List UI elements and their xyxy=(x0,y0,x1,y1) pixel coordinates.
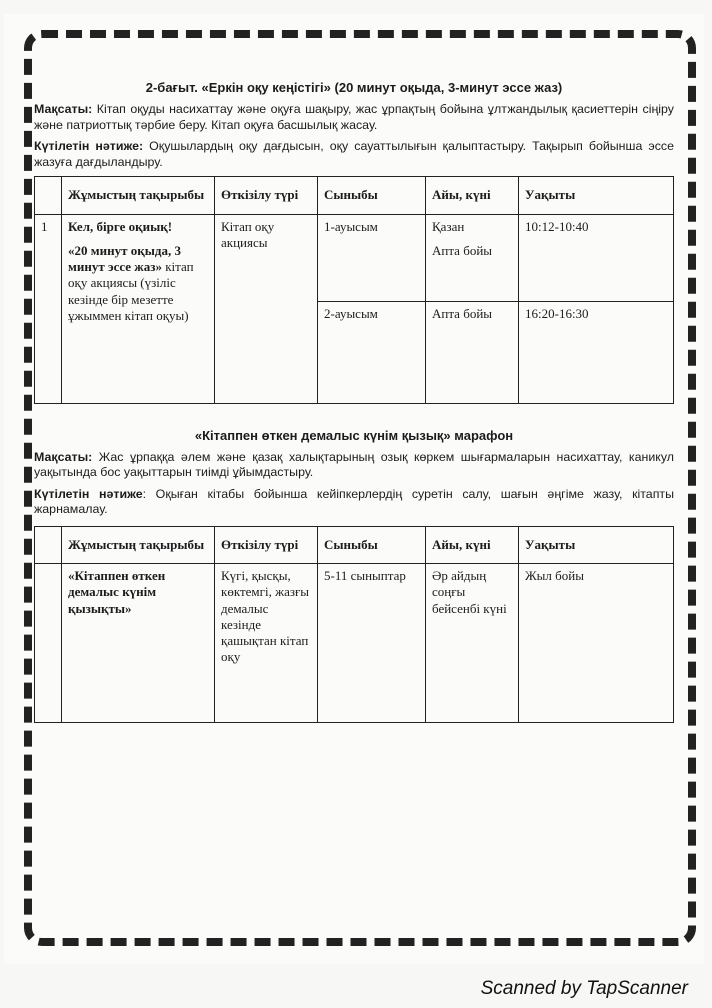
section2-goal xyxy=(34,450,674,481)
row-number: 1 xyxy=(35,214,62,403)
row-time1: 10:12-10:40 xyxy=(519,214,674,301)
row-type: Кітап оқу акциясы xyxy=(215,214,318,403)
row-time: Жыл бойы xyxy=(519,564,674,723)
section2-goal-text: Жас ұрпаққа әлем және қазақ халықтарының озық көркем шығармаларын насихаттау, каникул уақытында бос уақыттарын тиімді ұйымдастыру. xyxy=(34,449,674,480)
header-class: Сыныбы xyxy=(318,526,426,563)
header-topic: Жұмыстың тақырыбы xyxy=(62,177,215,214)
section2-result xyxy=(34,487,674,518)
row-class2: 2-ауысым xyxy=(318,301,426,403)
row-topic xyxy=(62,214,215,403)
row-topic-bold: «20 минут оқыда, 3 минут эссе жаз» xyxy=(68,242,181,274)
header-date: Айы, күні xyxy=(426,526,519,563)
table-row xyxy=(35,214,674,301)
header-time: Уақыты xyxy=(519,526,674,563)
row-class: 5-11 сыныптар xyxy=(318,564,426,723)
header-time: Уақыты xyxy=(519,177,674,214)
row-month1 xyxy=(426,214,519,301)
header-topic: Жұмыстың тақырыбы xyxy=(62,526,215,563)
row-month2: Апта бойы xyxy=(426,301,519,403)
section2-table xyxy=(34,526,674,723)
scanner-watermark: Scanned by TapScanner xyxy=(480,978,688,999)
document-body xyxy=(34,80,674,723)
row-class1: 1-ауысым xyxy=(318,214,426,301)
row-type: Күгі, қысқы, көктемгі, жазғы демалыс кезінде қашықтан кітап оқу xyxy=(215,564,318,723)
header-type: Өткізілу түрі xyxy=(215,526,318,563)
row-topic-rest: кітап оқу акциясы (үзіліс кезінде бір мезетте ұжыммен кітап оқуы) xyxy=(68,259,194,323)
section1-result xyxy=(34,139,674,170)
section1-table xyxy=(34,176,674,403)
section2-title: «Кітаппен өткен демалыс күнім қызық» марафон xyxy=(194,427,514,443)
row-topic: «Кітаппен өткен демалыс күнім қызықты» xyxy=(62,564,215,723)
section1-goal-text: Кітап оқуды насихаттау және оқуға шақыру, жас ұрпақтың бойына ұлтжандылық қасиеттерін сіңіру және патриоттық тәрбие беру. Кітап оқуға басшылық жасау. xyxy=(34,102,674,132)
table-row xyxy=(35,564,674,723)
section1-title: 2-бағыт. «Еркін оқу кеңістігі» (20 минут оқыда, 3-минут эссе жаз) xyxy=(145,80,563,95)
section1-goal-label: Мақсаты: xyxy=(34,102,93,117)
row-month1b: Апта бойы xyxy=(432,242,493,258)
section2-result-text: : Оқыған кітабы бойынша кейіпкерлердің суретін салу, шағын әңгіме жазу, кітапты жарнамалау. xyxy=(34,486,674,517)
section1-result-label: Күтілетін нәтиже: xyxy=(34,139,144,154)
table-header-row xyxy=(35,177,674,214)
section2-result-label: Күтілетін нәтиже xyxy=(34,486,143,501)
section1-goal xyxy=(34,102,674,133)
row-time2: 16:20-16:30 xyxy=(519,301,674,403)
row-month: Әр айдың соңғы бейсенбі күні xyxy=(426,564,519,723)
table-header-row xyxy=(35,526,674,563)
header-type: Өткізілу түрі xyxy=(215,177,318,214)
row-topic-line1: Кел, бірге оқиық! xyxy=(68,218,173,234)
header-date: Айы, күні xyxy=(426,177,519,214)
row-month1a: Қазан xyxy=(432,218,465,234)
section1-result-text: Оқушылардың оқу дағдысын, оқу сауаттылығын қалыптастыру. Тақырып бойынша эссе жазуға дағдыландыру. xyxy=(34,139,674,169)
header-class: Сыныбы xyxy=(318,177,426,214)
section2-goal-label: Мақсаты: xyxy=(34,449,93,464)
